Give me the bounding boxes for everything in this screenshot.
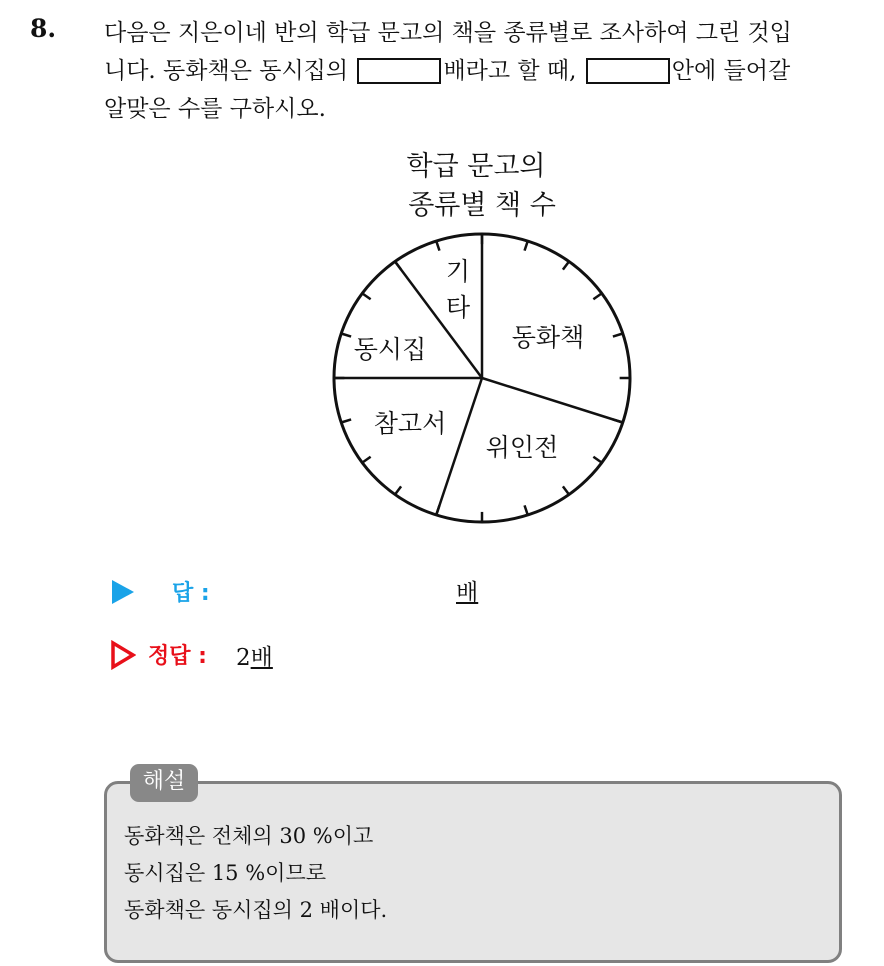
question-number: 8. [30,14,57,43]
question-line-2-part-c: 안에 들어갈 [671,58,791,84]
pie-slice-label-1: 위인전 [485,433,559,462]
correct-answer-row [110,636,710,676]
pie-slice-label-3: 동시집 [353,335,427,364]
correct-answer-label: 정답 : [148,644,207,669]
answer-unit: 배 [456,580,479,606]
explanation-line-3: 동화책은 동시집의 2 배이다. [124,898,388,922]
pie-slice-label-0: 동화책 [511,323,585,352]
correct-answer-number: 2 [236,645,251,671]
explanation-text [124,818,387,929]
question-line-1: 다음은 지은이네 반의 학급 문고의 책을 종류별로 조사하여 그린 것입 [104,20,792,46]
question-line-3: 알맞은 수를 구하시오. [104,96,326,122]
answer-label: 답 : [172,581,210,606]
play-triangle-icon [112,580,134,604]
explanation-line-2: 동시집은 15 %이므로 [124,861,327,885]
pie-slice-label-4-char-1: 타 [445,293,471,322]
outline-triangle-icon [110,640,136,670]
pie-slice-label-4-char-0: 기 [445,257,471,286]
answer-row [110,572,710,612]
chart-title-line-2: 종류별 책 수 [408,190,556,221]
question-line-2-part-b: 배라고 할 때, [443,58,577,84]
question-line-2-part-a: 니다. 동화책은 동시집의 [104,58,349,84]
explanation-tag: 해설 [130,764,198,802]
pie-slice-label-2: 참고서 [373,409,447,438]
chart-title-line-1: 학급 문고의 [406,151,546,182]
correct-answer-value [236,639,273,672]
explanation-line-1: 동화책은 전체의 30 %이고 [124,824,374,848]
correct-answer-unit: 배 [250,645,273,671]
